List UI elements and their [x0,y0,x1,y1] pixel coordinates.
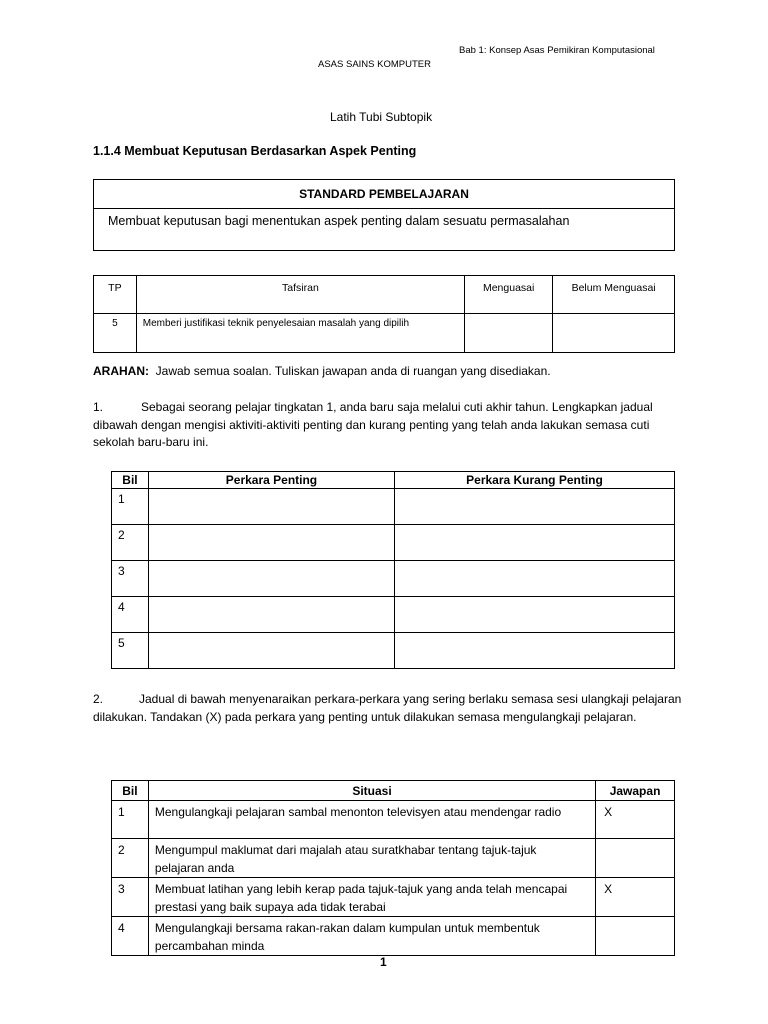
penting-answer-cell[interactable] [148,489,394,525]
row-number: 4 [112,917,149,956]
row-number: 3 [112,878,149,917]
belum-menguasai-header: Belum Menguasai [553,276,675,314]
kurang-penting-answer-cell[interactable] [395,597,675,633]
instructions [93,364,551,378]
question-1-text: Sebagai seorang pelajar tingkatan 1, anda baru saja melalui cuti akhir tahun. Lengkapkan jadual dibawah dengan mengisi aktiviti-aktiviti penting dan kurang penting yang telah anda lakukan semasa cuti sekolah baru-baru ini. [93,400,653,449]
table-row [112,597,675,633]
situasi-text: Mengulangkaji bersama rakan-rakan dalam kumpulan untuk membentuk percambahan minda [148,917,595,956]
row-number: 3 [112,561,149,597]
kurang-penting-answer-cell[interactable] [395,561,675,597]
tafsiran-value: Memberi justifikasi teknik penyelesaian masalah yang dipilih [136,314,464,353]
subject-header: ASAS SAINS KOMPUTER [318,59,431,70]
question-2-text: Jadual di bawah menyenaraikan perkara-perkara yang sering berlaku semasa sesi ulangkaji pelajaran dilakukan. Tandakan (X) pada perkara yang penting untuk dilakukan semasa mengulangkaji pelajaran. [93,692,682,724]
question-2 [93,691,683,726]
question-1-table [111,471,675,669]
jawapan-cell[interactable]: X [596,801,675,839]
page-number: 1 [380,955,387,969]
question-1 [93,399,683,452]
page-title: Latih Tubi Subtopik [330,110,433,124]
subtopic-heading: 1.1.4 Membuat Keputusan Berdasarkan Aspek Penting [93,144,417,158]
table-row [112,878,675,917]
row-number: 4 [112,597,149,633]
penting-answer-cell[interactable] [148,561,394,597]
situasi-text: Mengulangkaji pelajaran sambal menonton televisyen atau mendengar radio [148,801,595,839]
menguasai-header: Menguasai [465,276,553,314]
menguasai-cell[interactable] [465,314,553,353]
table-row [112,917,675,956]
tp-value: 5 [94,314,137,353]
tp-table [93,275,675,353]
row-number: 5 [112,633,149,669]
learning-standard-text: Membuat keputusan bagi menentukan aspek penting dalam sesuatu permasalahan [94,209,675,251]
table-row [112,525,675,561]
q2-bil-header: Bil [112,781,149,801]
jawapan-cell[interactable] [596,917,675,956]
row-number: 1 [112,801,149,839]
instructions-text: Jawab semua soalan. Tuliskan jawapan anda di ruangan yang disediakan. [155,364,551,378]
q1-penting-header: Perkara Penting [148,472,394,489]
situasi-text: Mengumpul maklumat dari majalah atau suratkhabar tentang tajuk-tajuk pelajaran anda [148,839,595,878]
belum-menguasai-cell[interactable] [553,314,675,353]
q2-situasi-header: Situasi [148,781,595,801]
jawapan-cell[interactable] [596,839,675,878]
row-number: 1 [112,489,149,525]
table-row [112,489,675,525]
question-1-number: 1. [93,400,104,414]
table-row [112,801,675,839]
instructions-label: ARAHAN: [93,364,149,378]
question-2-table [111,780,675,956]
kurang-penting-answer-cell[interactable] [395,489,675,525]
kurang-penting-answer-cell[interactable] [395,633,675,669]
table-row [112,561,675,597]
penting-answer-cell[interactable] [148,525,394,561]
chapter-header: Bab 1: Konsep Asas Pemikiran Komputasional [459,45,655,56]
question-2-number: 2. [93,692,104,706]
penting-answer-cell[interactable] [148,597,394,633]
situasi-text: Membuat latihan yang lebih kerap pada tajuk-tajuk yang anda telah mencapai prestasi yang baik supaya ada tidak terabai [148,878,595,917]
table-row [112,839,675,878]
learning-standard-heading: STANDARD PEMBELAJARAN [94,180,675,209]
table-row [112,633,675,669]
row-number: 2 [112,839,149,878]
q2-jawapan-header: Jawapan [596,781,675,801]
tp-header: TP [94,276,137,314]
kurang-penting-answer-cell[interactable] [395,525,675,561]
penting-answer-cell[interactable] [148,633,394,669]
row-number: 2 [112,525,149,561]
tafsiran-header: Tafsiran [136,276,464,314]
q1-bil-header: Bil [112,472,149,489]
learning-standard-table [93,179,675,251]
jawapan-cell[interactable]: X [596,878,675,917]
q1-kurang-penting-header: Perkara Kurang Penting [395,472,675,489]
